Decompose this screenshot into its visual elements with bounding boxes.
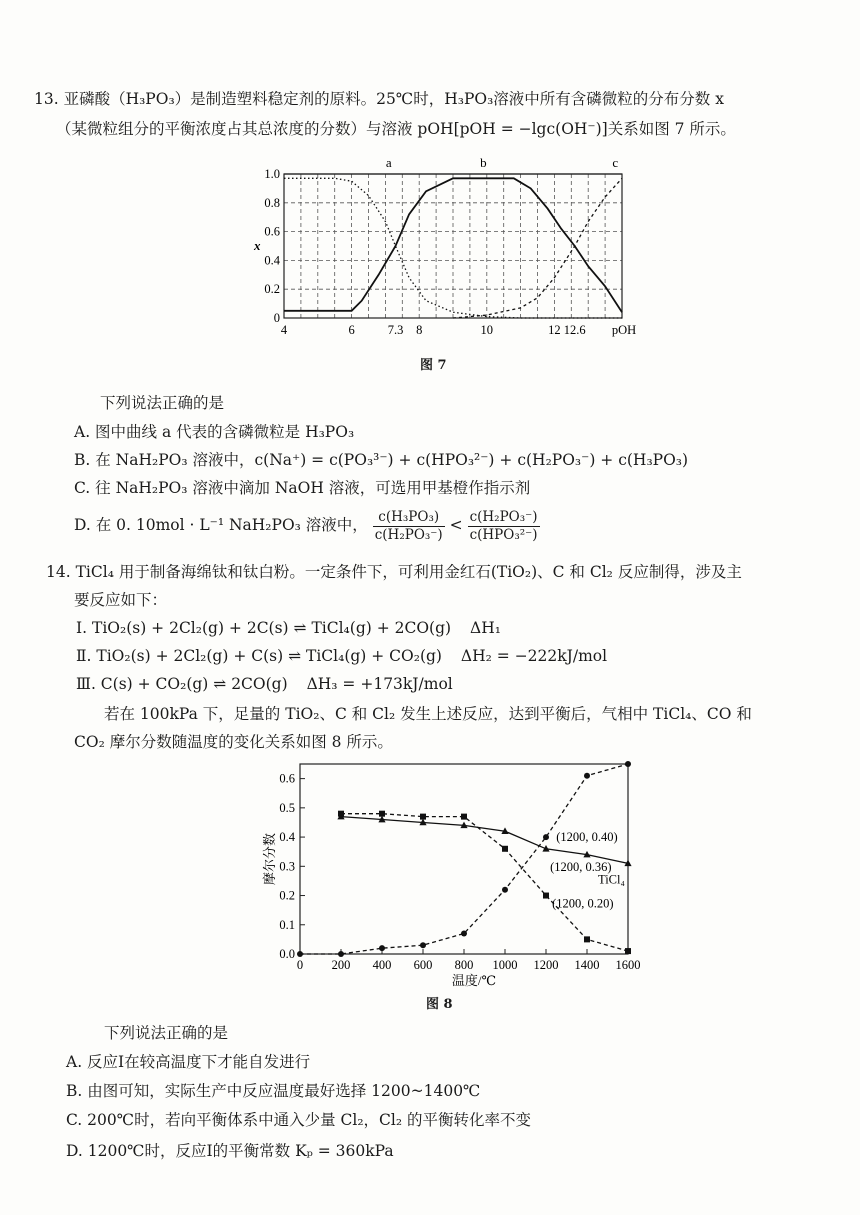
q13-option-b[interactable]: B. 在 NaH₂PO₃ 溶液中，c(Na⁺) = c(PO₃³⁻) + c(HPO₃²⁻) + c(H₂PO₃⁻) + c(H₃PO₃) xyxy=(74,451,689,469)
y-tick-label: 0.2 xyxy=(279,888,295,903)
square-marker xyxy=(420,814,426,820)
q14-condition-line1: 若在 100kPa 下，足量的 TiO₂、C 和 Cl₂ 发生上述反应，达到平衡后，气相中 TiCl₄、CO 和 xyxy=(104,705,752,723)
data-annotation: (1200, 0.36) xyxy=(550,859,612,874)
x-tick-label: 1600 xyxy=(615,958,640,972)
y-tick-label: 1.0 xyxy=(264,167,280,181)
q13-option-d-prefix: D. 在 0. 10mol · L⁻¹ NaH₂PO₃ 溶液中， xyxy=(74,516,368,534)
figure-7-caption: 图 7 xyxy=(420,358,447,373)
y-axis-label: 摩尔分数 xyxy=(262,832,277,886)
y-tick-label: 0.5 xyxy=(279,800,295,815)
curve-label-b: b xyxy=(480,156,487,171)
x-tick-label: 1200 xyxy=(533,958,559,972)
x-tick-label: 8 xyxy=(416,323,423,337)
fraction-numerator: c(H₂PO₃⁻) xyxy=(469,508,538,525)
x-tick-label: 12.6 xyxy=(563,323,586,337)
q14-option-b[interactable]: B. 由图可知，实际生产中反应温度最好选择 1200~1400℃ xyxy=(66,1082,481,1100)
series-label-ticl4: TiCl₄ xyxy=(598,872,625,887)
circle-marker xyxy=(297,951,303,957)
square-marker xyxy=(502,846,508,852)
circle-marker xyxy=(338,951,344,957)
reaction-equation: Ⅰ. TiO₂(s) + 2Cl₂(g) + 2C(s) ⇌ TiCl₄(g) + 2CO(g) xyxy=(76,619,452,637)
y-tick-label: 0 xyxy=(273,311,280,325)
circle-marker xyxy=(461,931,467,937)
x-tick-label: 6 xyxy=(348,323,355,337)
x-tick-label: 800 xyxy=(454,958,474,972)
square-marker xyxy=(543,893,549,899)
y-axis-label: x xyxy=(254,238,261,253)
y-tick-label: 0.2 xyxy=(264,282,280,297)
reaction-equation: Ⅲ. C(s) + CO₂(g) ⇌ 2CO(g) xyxy=(76,675,288,693)
q14-option-d[interactable]: D. 1200℃时，反应Ⅰ的平衡常数 Kₚ = 360kPa xyxy=(66,1142,394,1160)
x-axis-label: pOH xyxy=(611,323,637,337)
reaction-equation: Ⅱ. TiO₂(s) + 2Cl₂(g) + C(s) ⇌ TiCl₄(g) + CO₂(g) xyxy=(76,647,442,665)
data-annotation: (1200, 0.40) xyxy=(556,830,618,845)
reaction-enthalpy: ΔH₃ = +173kJ/mol xyxy=(306,675,453,693)
q14-option-a[interactable]: A. 反应Ⅰ在较高温度下才能自发进行 xyxy=(66,1053,311,1071)
figure-8-caption: 图 8 xyxy=(426,997,453,1012)
curve-label-a: a xyxy=(385,156,392,171)
y-tick-label: 0.8 xyxy=(264,195,280,210)
x-tick-label: 10 xyxy=(480,323,494,337)
q13-option-c[interactable]: C. 往 NaH₂PO₃ 溶液中滴加 NaOH 溶液，可选用甲基橙作指示剂 xyxy=(74,479,531,497)
fraction-h2po3-over-hpo3 xyxy=(468,509,540,544)
curve-a xyxy=(284,178,622,318)
square-marker xyxy=(584,936,590,942)
y-tick-label: 0.1 xyxy=(279,917,295,932)
circle-marker xyxy=(420,942,426,948)
curve-label-c: c xyxy=(612,156,619,171)
reaction-1 xyxy=(76,617,501,639)
fraction-h3po3-over-h2po3 xyxy=(373,509,445,544)
q14-condition-line2: CO₂ 摩尔分数随温度的变化关系如图 8 所示。 xyxy=(74,733,393,751)
x-tick-label: 1000 xyxy=(492,958,518,972)
curve-c xyxy=(453,178,622,318)
q14-option-c[interactable]: C. 200℃时，若向平衡体系中通入少量 Cl₂，Cl₂ 的平衡转化率不变 xyxy=(66,1111,532,1129)
circle-marker xyxy=(625,761,631,767)
x-tick-label: 400 xyxy=(372,958,392,972)
q13-intro-line2: （某微粒组分的平衡浓度占其总浓度的分数）与溶液 pOH[pOH = −lgc(OH⁻)]关系如图 7 所示。 xyxy=(56,120,736,138)
y-tick-label: 0.4 xyxy=(264,253,280,268)
q13-option-a[interactable]: A. 图中曲线 a 代表的含磷微粒是 H₃PO₃ xyxy=(74,423,355,441)
x-tick-label: 200 xyxy=(331,958,351,972)
x-axis-label: 温度/℃ xyxy=(451,973,497,988)
x-tick-label: 0 xyxy=(296,958,304,972)
reaction-enthalpy: ΔH₁ xyxy=(470,619,501,637)
reaction-enthalpy: ΔH₂ = −222kJ/mol xyxy=(460,647,608,665)
square-marker xyxy=(625,948,631,954)
q13-prompt: 下列说法正确的是 xyxy=(100,394,225,412)
q14-prompt: 下列说法正确的是 xyxy=(104,1024,229,1042)
fraction-denominator: c(H₂PO₃⁻) xyxy=(374,526,443,543)
q14-intro-line2: 要反应如下： xyxy=(74,591,168,609)
reaction-2 xyxy=(76,645,607,667)
circle-marker xyxy=(584,773,590,779)
x-tick-label: 12 xyxy=(548,323,561,337)
square-marker xyxy=(461,814,467,820)
circle-marker xyxy=(379,945,385,951)
less-than-operator: < xyxy=(449,516,463,534)
y-tick-label: 0.4 xyxy=(279,830,295,845)
x-tick-label: 7.3 xyxy=(387,323,404,337)
reaction-3 xyxy=(76,673,453,695)
fraction-denominator: c(HPO₃²⁻) xyxy=(469,526,538,543)
figure-8-chart xyxy=(250,760,640,992)
y-tick-label: 0.6 xyxy=(279,771,295,786)
square-marker xyxy=(338,811,344,817)
x-tick-label: 4 xyxy=(280,323,288,337)
x-tick-label: 600 xyxy=(413,958,433,972)
square-marker xyxy=(379,811,385,817)
circle-marker xyxy=(543,834,549,840)
q14-intro-line1: 14. TiCl₄ 用于制备海绵钛和钛白粉。一定条件下，可利用金红石(TiO₂)、C 和 Cl₂ 反应制得，涉及主 xyxy=(46,563,742,581)
fraction-numerator: c(H₃PO₃) xyxy=(373,509,445,527)
y-tick-label: 0.3 xyxy=(279,859,295,874)
data-annotation: (1200, 0.20) xyxy=(552,896,614,911)
x-tick-label: 1400 xyxy=(574,958,600,972)
q13-intro-line1: 13. 亚磷酸（H₃PO₃）是制造塑料稳定剂的原料。25℃时，H₃PO₃溶液中所有含磷微粒的分布分数 x xyxy=(34,90,724,108)
y-tick-label: 0.6 xyxy=(264,224,280,239)
y-tick-label: 0.0 xyxy=(279,947,295,961)
q13-option-d[interactable] xyxy=(74,505,540,545)
circle-marker xyxy=(502,887,508,893)
figure-7-chart xyxy=(240,156,640,346)
